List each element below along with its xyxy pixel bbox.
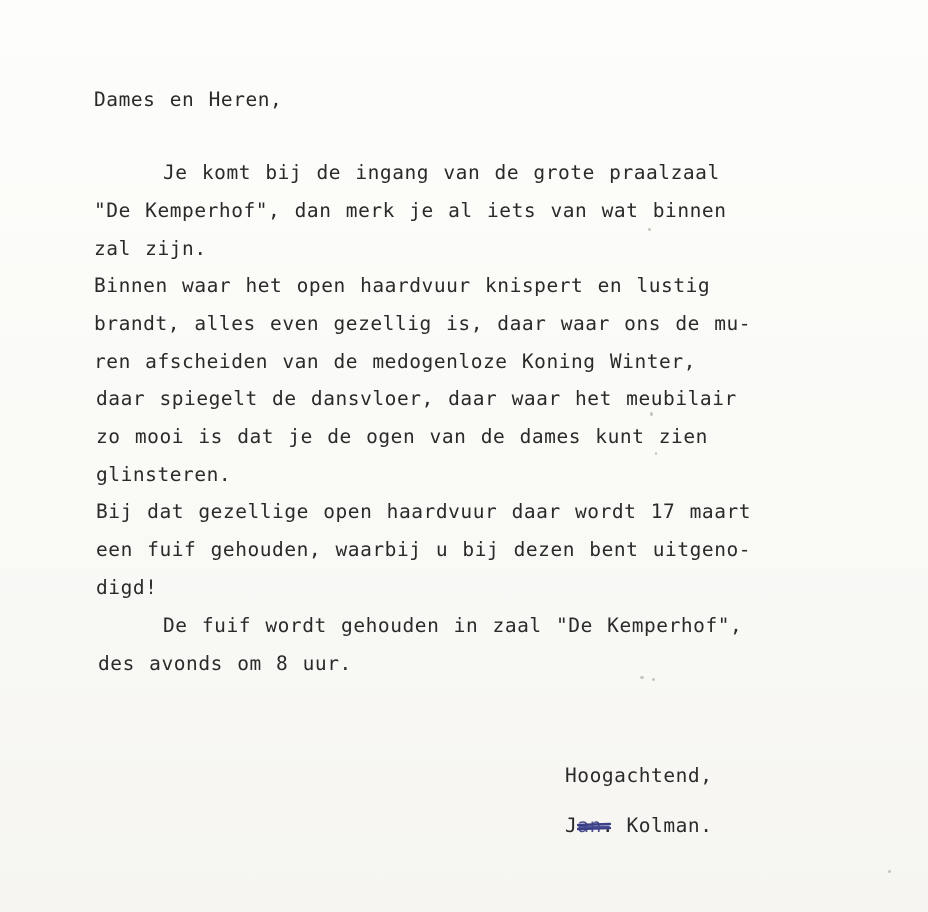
body-line: zo mooi is dat je de ogen van de dames kunt zien [96,425,708,448]
paper-speck [650,412,653,416]
salutation: Dames en Heren, [94,88,283,111]
body-line: "De Kemperhof", dan merk je al iets van wat binnen [94,199,727,222]
body-line: ren afscheiden van de medogenloze Koning Winter, [94,350,696,373]
body-line: Je komt bij de ingang van de grote praalzaal [163,161,720,184]
signature-rest: . Kolman. [601,814,713,837]
body-line: des avonds om 8 uur. [98,652,352,675]
signature-initial: J [565,814,578,837]
body-line: zal zijn. [94,237,207,260]
signature-struck-letters: an [577,814,602,837]
body-line: brandt, alles even gezellig is, daar waar ons de mu- [94,312,752,335]
correction-strike-mark [577,820,611,834]
body-line: daar spiegelt de dansvloer, daar waar het meubilair [96,387,737,410]
paper-speck [888,870,891,873]
paper-speck [652,678,655,681]
body-line: De fuif wordt gehouden in zaal "De Kemperhof", [163,614,743,637]
body-line: digd! [96,576,158,599]
body-line: een fuif gehouden, waarbij u bij dezen bent uitgeno- [96,538,752,561]
body-line: glinsteren. [96,463,232,486]
paper-speck [640,676,644,679]
paper-speck [655,452,657,455]
body-line: Bij dat gezellige open haardvuur daar wordt 17 maart [96,500,752,523]
closing: Hoogachtend, [565,764,713,787]
body-line: Binnen waar het open haardvuur knispert en lustig [94,274,711,297]
paper-speck [648,228,651,231]
